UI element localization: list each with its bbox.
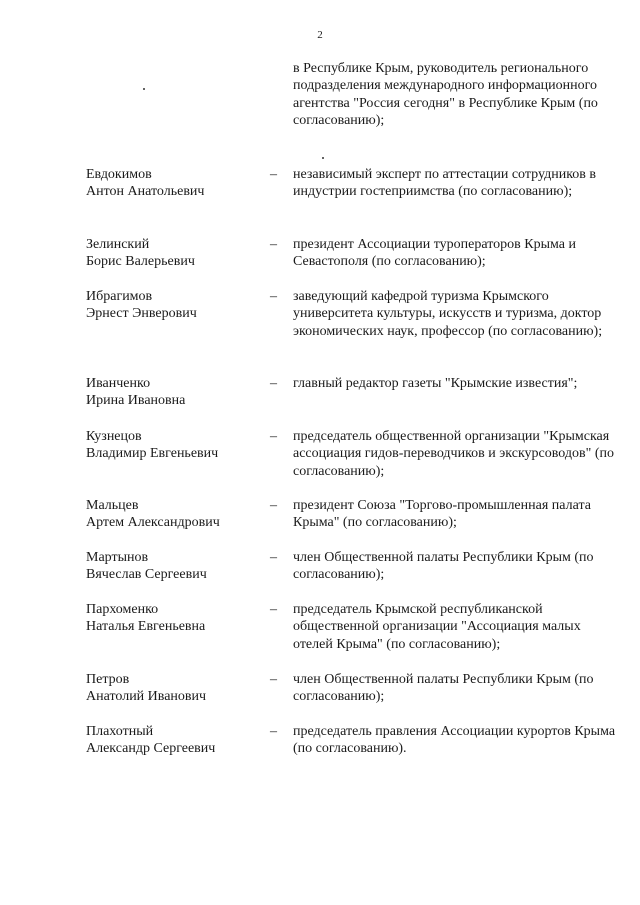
member-surname: Зелинский [86,237,150,252]
dash: – [270,724,277,739]
member-given-names: Анатолий Иванович [86,689,207,705]
scan-speck [143,88,145,90]
dash: – [270,602,277,617]
member-name [86,166,266,201]
member-description: независимый эксперт по аттестации сотрудников в индустрии гостеприимства (по согласованию); [293,167,597,200]
member-name [86,428,266,463]
member-name [86,288,266,323]
member-given-names: Вячеслав Сергеевич [86,567,207,583]
member-name [86,375,266,410]
member-description: член Общественной палаты Республики Крым (по согласованию); [293,672,594,705]
member-name [86,723,266,758]
member-name [86,671,266,706]
dash: – [270,672,277,687]
dash: – [270,376,277,391]
dash: – [270,429,277,444]
member-surname: Плахотный [86,724,154,739]
member-name [86,601,266,636]
member-surname: Мартынов [86,550,149,565]
member-given-names: Ирина Ивановна [86,393,186,409]
member-given-names: Артем Александрович [86,515,220,531]
member-given-names: Антон Анатольевич [86,184,205,200]
member-description: председатель Крымской республиканской общественной организации "Ассоциация малых отелей Крыма" (по согласованию); [293,602,581,652]
member-name [86,497,266,532]
member-description: президент Союза "Торгово-промышленная палата Крыма" (по согласованию); [293,498,591,531]
dash: – [270,289,277,304]
member-surname: Мальцев [86,498,139,513]
member-description: член Общественной палаты Республики Крым (по согласованию); [293,550,594,583]
member-description: заведующий кафедрой туризма Крымского университета культуры, искусств и туризма, доктор экономических наук, профессор (по согласованию); [293,289,603,339]
continuation-text: в Республике Крым, руководитель регионального подразделения международного информационного агентства "Россия сегодня" в Республике Крым (по согласованию); [293,61,598,129]
member-name [86,549,266,584]
member-given-names: Александр Сергеевич [86,741,216,757]
dash: – [270,167,277,182]
member-description: председатель правления Ассоциации курортов Крыма (по согласованию). [293,724,616,757]
member-surname: Ибрагимов [86,289,153,304]
member-surname: Петров [86,672,130,687]
scan-speck [322,157,324,159]
member-description: президент Ассоциации туроператоров Крыма и Севастополя (по согласованию); [293,237,576,270]
member-name [86,236,266,271]
dash: – [270,498,277,513]
dash: – [270,237,277,252]
member-surname: Иванченко [86,376,151,391]
member-given-names: Борис Валерьевич [86,254,195,270]
member-surname: Евдокимов [86,167,152,182]
member-surname: Кузнецов [86,429,142,444]
page-number: 2 [317,29,323,41]
member-given-names: Наталья Евгеньевна [86,619,206,635]
member-description: председатель общественной организации "Крымская ассоциация гидов-переводчиков и экскурсоводов" (по согласованию); [293,429,614,479]
member-given-names: Владимир Евгеньевич [86,446,219,462]
member-surname: Пархоменко [86,602,159,617]
dash: – [270,550,277,565]
member-description: главный редактор газеты "Крымские известия"; [293,376,578,391]
member-given-names: Эрнест Энверович [86,306,197,322]
